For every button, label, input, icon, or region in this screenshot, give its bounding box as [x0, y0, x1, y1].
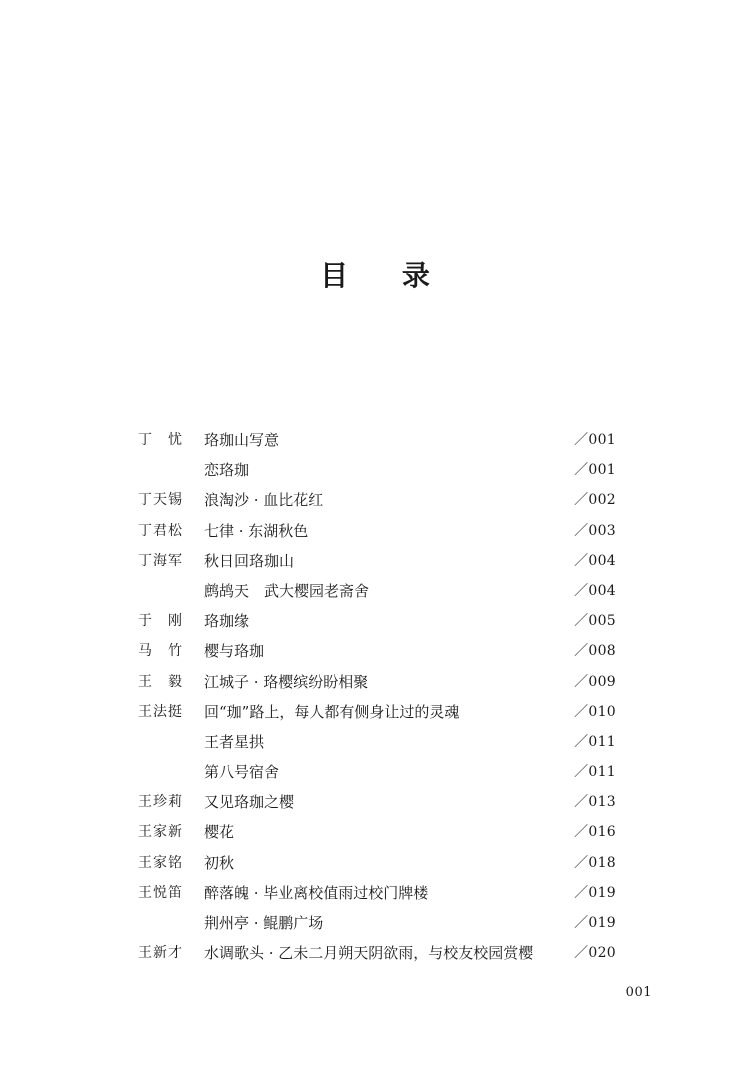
toc-page-ref: ／011 [574, 764, 616, 781]
toc-entry [138, 938, 616, 968]
toc-entry [138, 455, 616, 485]
toc-author: 王家铭 [138, 854, 183, 871]
toc-title: 第八号宿舍 [204, 763, 280, 782]
toc-entry [138, 546, 616, 576]
toc-title: 珞珈山写意 [204, 431, 280, 449]
toc-title: 鹧鸪天 武大樱园老斋舍 [204, 581, 370, 600]
toc-author: 丁海军 [138, 552, 183, 569]
toc-entry [138, 787, 616, 817]
toc-entry [138, 908, 616, 938]
toc-entry [138, 697, 616, 727]
toc-entry [138, 817, 616, 847]
toc-page-ref: ／018 [574, 854, 616, 871]
toc-page-ref: ／011 [574, 733, 616, 750]
page-number: 001 [625, 985, 652, 1000]
toc-title: 秋日回珞珈山 [204, 551, 295, 570]
toc-entry [138, 485, 616, 515]
toc-entry [138, 606, 616, 636]
toc-title: 恋珞珈 [204, 461, 250, 480]
toc-title: 江城子 · 珞樱缤纷盼相聚 [204, 672, 369, 691]
toc-author: 丁 忧 [138, 432, 183, 448]
toc-page-ref: ／010 [574, 703, 616, 720]
toc-title: 樱与珞珈 [204, 642, 265, 661]
toc-title: 七律 · 东湖秋色 [204, 521, 309, 540]
toc-author: 王珍莉 [138, 794, 183, 811]
toc-page-ref: ／008 [574, 643, 616, 660]
toc-title: 又见珞珈之樱 [204, 793, 295, 812]
toc-title: 水调歌头 · 乙未二月朔天阴欲雨，与校友校园赏樱 [204, 944, 534, 963]
toc-page-ref: ／004 [574, 552, 616, 569]
toc-entry [138, 576, 616, 606]
toc-title: 王者星拱 [204, 732, 265, 751]
toc-author: 王法挺 [138, 703, 183, 720]
toc-entry [138, 667, 616, 697]
toc-entry [138, 848, 616, 878]
toc-page-ref: ／003 [574, 522, 616, 539]
toc-title: 樱花 [204, 823, 235, 842]
toc-author: 王家新 [138, 824, 183, 841]
toc-page-ref: ／016 [574, 824, 616, 841]
toc-title: 浪淘沙 · 血比花红 [204, 491, 324, 510]
toc-entry [138, 757, 616, 787]
toc-page-ref: ／020 [574, 945, 616, 962]
toc-entry [138, 727, 616, 757]
toc-page-ref: ／019 [574, 884, 616, 901]
toc-page-ref: ／001 [574, 462, 616, 479]
toc-author: 王 毅 [138, 673, 183, 690]
toc-entry [138, 878, 616, 908]
toc-page-ref: ／013 [574, 794, 616, 811]
toc-author: 丁君松 [138, 522, 183, 539]
toc-title: 初秋 [204, 853, 235, 872]
toc-author: 于 刚 [138, 613, 183, 630]
toc-entry [138, 516, 616, 546]
toc-entry [138, 425, 616, 455]
toc-title: 回“珈”路上，每人都有侧身让过的灵魂 [204, 702, 460, 721]
toc-title: 醉落魄 · 毕业离校值雨过校门牌楼 [204, 883, 429, 902]
toc-author: 马 竹 [138, 643, 183, 660]
toc-author: 王新才 [138, 945, 183, 962]
toc-author: 王悦笛 [138, 884, 183, 901]
toc-page-ref: ／004 [574, 582, 616, 599]
toc-page-ref: ／009 [574, 673, 616, 690]
toc-entry [138, 636, 616, 666]
toc-author: 丁天锡 [138, 492, 183, 509]
toc-title: 荆州亭 · 鲲鹏广场 [204, 914, 324, 932]
toc-page-ref: ／001 [574, 432, 616, 448]
page-title: 目 录 [320, 259, 452, 292]
table-of-contents [138, 425, 616, 968]
toc-title: 珞珈缘 [204, 612, 250, 631]
toc-page-ref: ／019 [574, 915, 616, 931]
toc-page-ref: ／002 [574, 492, 616, 509]
toc-page-ref: ／005 [574, 613, 616, 630]
